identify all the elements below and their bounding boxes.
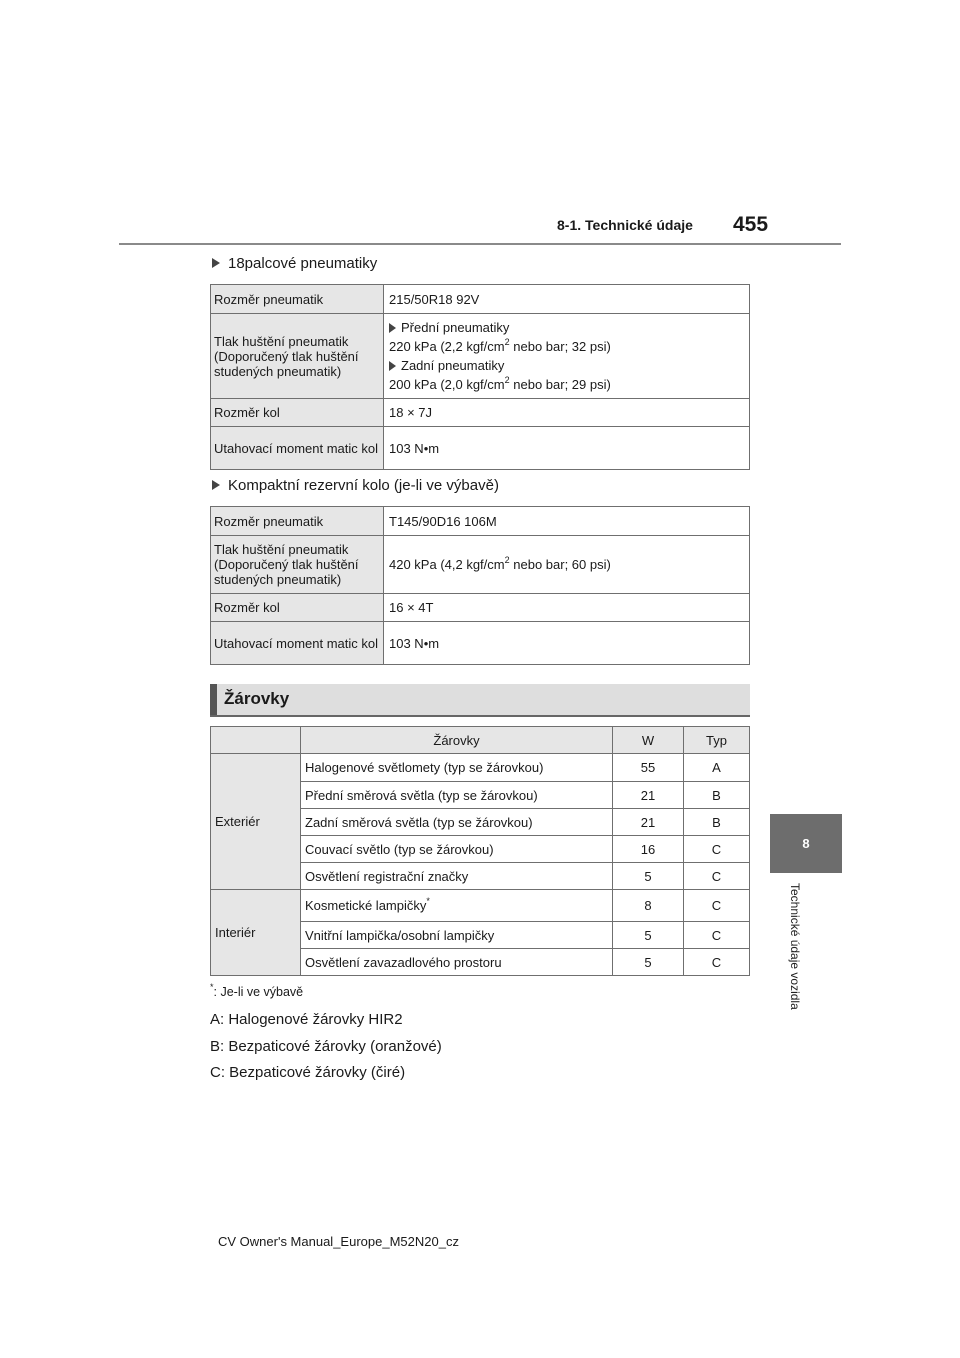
bulb-type: C (684, 922, 750, 949)
bulb-name: Osvětlení zavazadlového prostoru (301, 949, 613, 976)
bulb-name: Osvětlení registrační značky (301, 863, 613, 890)
group-interior: Interiér (211, 890, 301, 976)
footnote-mark: * (426, 896, 430, 906)
chapter-title-vertical (784, 883, 804, 1053)
footer-doc-id: CV Owner's Manual_Europe_M52N20_cz (218, 1234, 459, 1249)
tire-size-value: 215/50R18 92V (384, 285, 750, 314)
torque-label: Utahovací moment matic kol (211, 427, 384, 470)
arrow-right-icon (212, 480, 220, 490)
arrow-right-icon (389, 361, 396, 371)
wheel-size-value: 16 × 4T (384, 594, 750, 622)
torque-label: Utahovací moment matic kol (211, 622, 384, 665)
section-title: 8-1. Technické údaje (557, 217, 693, 233)
bulb-type: C (684, 949, 750, 976)
wheel-size-label: Rozměr kol (211, 399, 384, 427)
tire-size-label: Rozměr pneumatik (211, 507, 384, 536)
tires-18-table (210, 284, 750, 470)
bulb-name: Halogenové světlomety (typ se žárovkou) (301, 754, 613, 782)
table-row (211, 754, 750, 782)
bulb-type: C (684, 863, 750, 890)
header-rule (119, 243, 841, 245)
torque-value: 103 N•m (384, 427, 750, 470)
front-tires-heading: Přední pneumatiky (389, 318, 746, 337)
wheel-size-label: Rozměr kol (211, 594, 384, 622)
bulb-type: B (684, 782, 750, 809)
tire-size-label: Rozměr pneumatik (211, 285, 384, 314)
table-row (211, 399, 750, 427)
pressure-label: Tlak huštění pneumatik (Doporučený tlak huštění studených pneumatik) (211, 536, 384, 594)
bulbs-section-heading (210, 684, 750, 717)
arrow-right-icon (212, 258, 220, 268)
table-header-row (211, 727, 750, 754)
table-row (211, 890, 750, 922)
chapter-title: Technické údaje vozidla (788, 883, 802, 1010)
pressure-label: Tlak huštění pneumatik (Doporučený tlak huštění studených pneumatik) (211, 314, 384, 399)
footnote: *: Je-li ve výbavě (210, 982, 304, 999)
spare-table (210, 506, 750, 665)
legend-item: A: Halogenové žárovky HIR2 (210, 1011, 403, 1028)
bulb-type: C (684, 836, 750, 863)
bulb-watts: 5 (613, 863, 684, 890)
bulb-watts: 21 (613, 782, 684, 809)
legend-item: C: Bezpaticové žárovky (čiré) (210, 1064, 406, 1081)
empty-header-cell (211, 727, 301, 754)
chapter-tab[interactable]: 8 (770, 814, 842, 873)
tires-18-heading-text: 18palcové pneumatiky (228, 255, 378, 272)
table-row (211, 285, 750, 314)
wheel-size-value: 18 × 7J (384, 399, 750, 427)
bulb-type: B (684, 809, 750, 836)
tire-size-value: T145/90D16 106M (384, 507, 750, 536)
pressure-value (384, 314, 750, 399)
table-row (211, 427, 750, 470)
table-row (211, 594, 750, 622)
bulb-watts: 16 (613, 836, 684, 863)
bulb-watts: 8 (613, 890, 684, 922)
table-row (211, 507, 750, 536)
front-pressure: 220 kPa (2,2 kgf/$cm^2$ nebo bar; 32 psi) (389, 337, 611, 354)
table-row (211, 536, 750, 594)
bulb-watts: 21 (613, 809, 684, 836)
table-row (211, 622, 750, 665)
bulb-name: Kosmetické lampičky* (301, 890, 613, 922)
page-number: 455 (733, 213, 769, 236)
bulb-name: Vnitřní lampička/osobní lampičky (301, 922, 613, 949)
legend-item: B: Bezpaticové žárovky (oranžové) (210, 1038, 442, 1055)
bulb-type: C (684, 890, 750, 922)
arrow-right-icon (389, 323, 396, 333)
table-row (211, 314, 750, 399)
bulb-name: Couvací světlo (typ se žárovkou) (301, 836, 613, 863)
spare-heading-text: Kompaktní rezervní kolo (je-li ve výbavě) (228, 477, 499, 494)
pressure-value: 420 kPa (4,2 kgf/$cm^2$ nebo bar; 60 psi) (384, 536, 750, 594)
group-exterior: Exteriér (211, 754, 301, 890)
column-header: Žárovky (301, 727, 613, 754)
column-header: W (613, 727, 684, 754)
bulbs-table (210, 726, 750, 976)
bulb-type: A (684, 754, 750, 782)
bulbs-heading-text: Žárovky (224, 689, 290, 708)
rear-tires-heading: Zadní pneumatiky (389, 356, 746, 375)
bulb-watts: 55 (613, 754, 684, 782)
rear-pressure: 200 kPa (2,0 kgf/$cm^2$ nebo bar; 29 psi) (389, 375, 611, 392)
column-header: Typ (684, 727, 750, 754)
tires-18-heading (212, 255, 377, 272)
spare-heading (212, 477, 499, 494)
bulb-watts: 5 (613, 922, 684, 949)
bulb-name: Přední směrová světla (typ se žárovkou) (301, 782, 613, 809)
heading-accent-bar (210, 684, 217, 715)
bulb-name: Zadní směrová světla (typ se žárovkou) (301, 809, 613, 836)
bulb-watts: 5 (613, 949, 684, 976)
torque-value: 103 N•m (384, 622, 750, 665)
